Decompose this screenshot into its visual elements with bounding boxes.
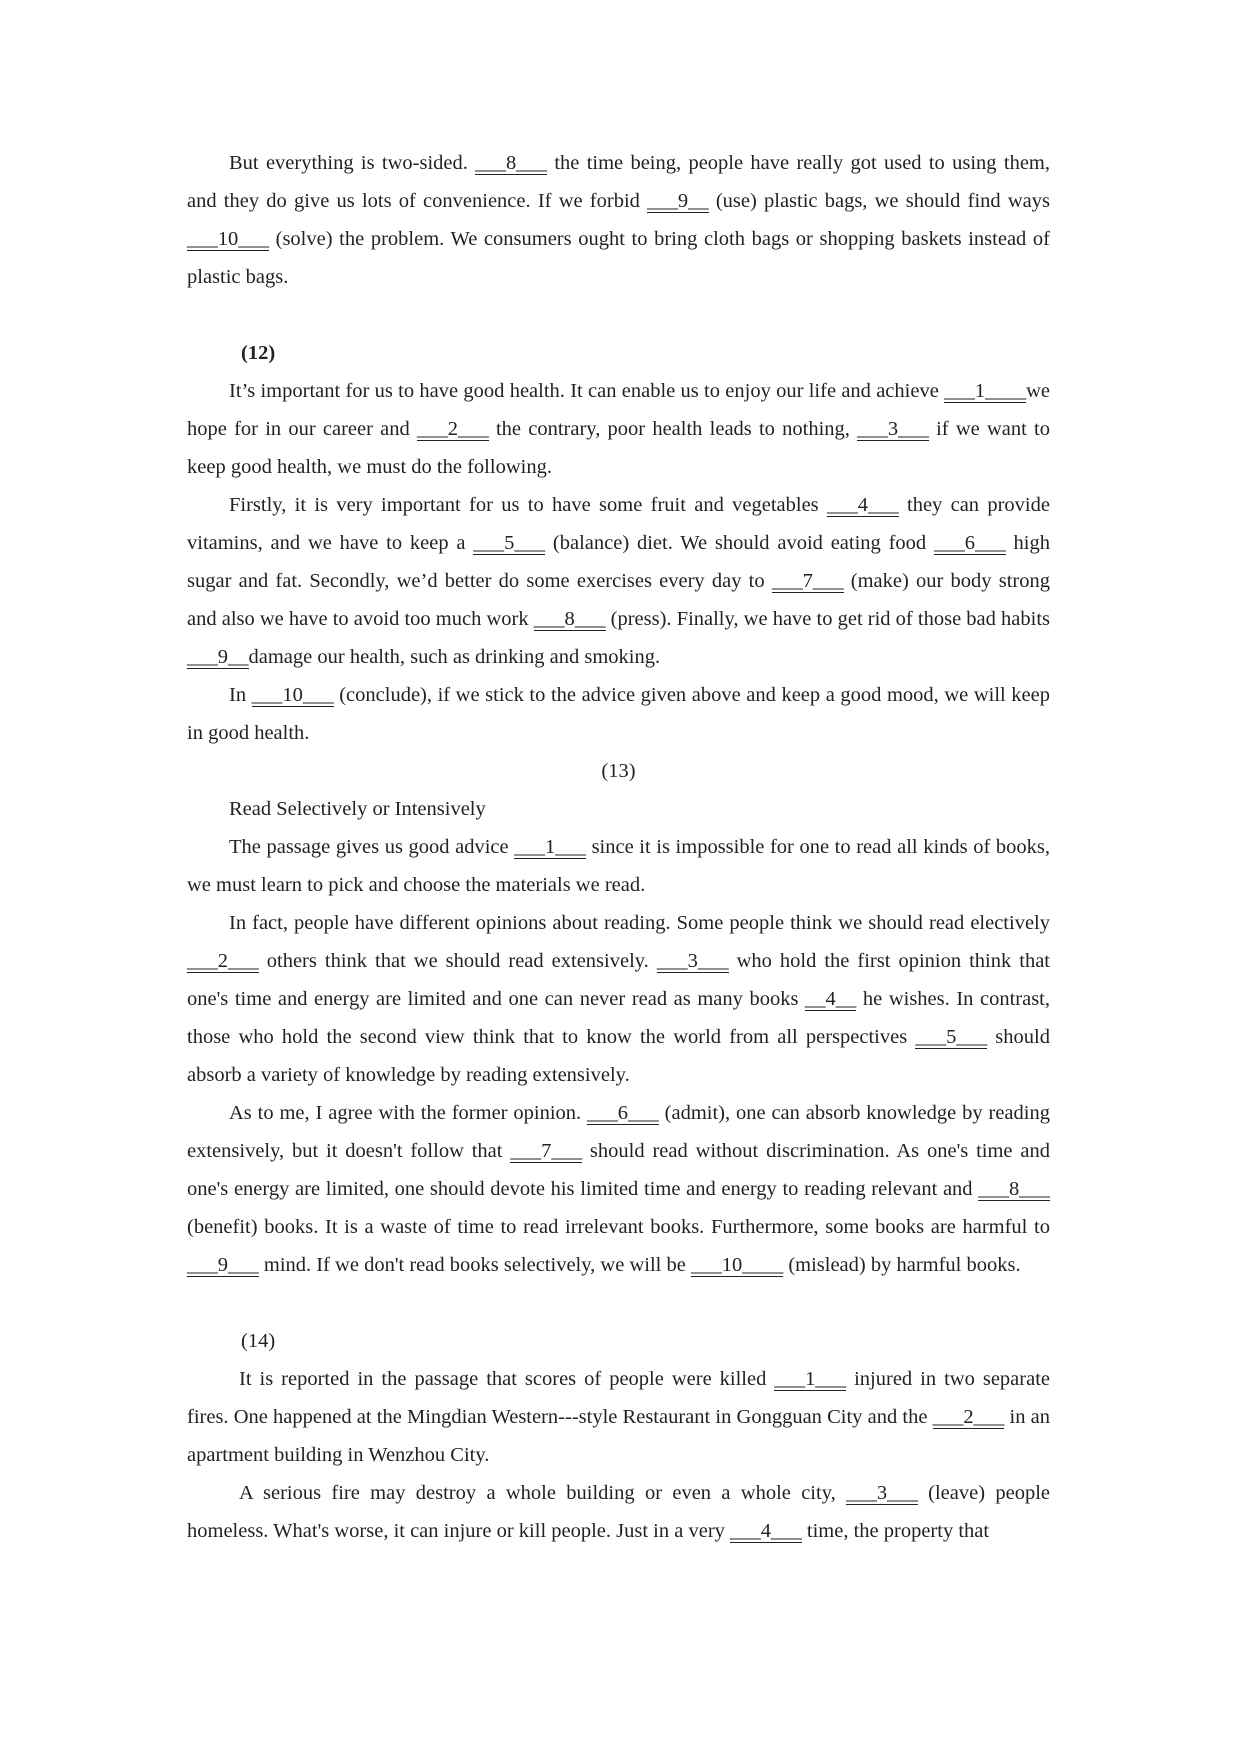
text: (use) plastic bags, we should find ways xyxy=(708,190,1050,212)
s12-paragraph-1 xyxy=(187,372,1050,486)
text: Firstly, it is very important for us to have some fruit and vegetables xyxy=(229,494,827,516)
text: It’s important for us to have good health. It can enable us to enjoy our life and achieve xyxy=(229,380,945,402)
text: (make) our body strong and also we have to avoid too much work xyxy=(187,570,1050,630)
text: if we want to keep good health, we must do the following. xyxy=(187,418,1050,478)
text: damage our health, such as drinking and smoking. xyxy=(248,646,661,668)
blank-8[interactable]: ___8___ xyxy=(978,1178,1050,1200)
blank-9[interactable]: ___9___ xyxy=(187,1254,259,1276)
blank-6[interactable]: ___6___ xyxy=(587,1102,659,1124)
document-content xyxy=(187,144,1050,1550)
blank-5[interactable]: ___5___ xyxy=(473,532,546,554)
text: he wishes. In contrast, those who hold the second view think that to know the world from all perspectives xyxy=(187,988,1051,1048)
blank-9[interactable]: ___9__ xyxy=(647,190,709,212)
text: should absorb a variety of knowledge by reading extensively. xyxy=(187,1026,1050,1086)
s14-paragraph-1 xyxy=(187,1360,1050,1474)
blank-10[interactable]: ___10___ xyxy=(251,684,334,706)
blank-2[interactable]: ___2___ xyxy=(417,418,489,440)
blank-4[interactable]: __4__ xyxy=(805,988,857,1010)
spacer xyxy=(187,296,1050,334)
blank-3[interactable]: ___3___ xyxy=(846,1482,918,1504)
text: since it is impossible for one to read all kinds of books, we must learn to pick and choose the materials we read. xyxy=(187,836,1050,896)
text: (benefit) books. It is a waste of time to read irrelevant books. Furthermore, some books are harmful to xyxy=(187,1216,1050,1238)
blank-3[interactable]: ___3___ xyxy=(857,418,929,440)
text: It is reported in the passage that scores of people were killed xyxy=(239,1368,775,1390)
text: (admit), one can absorb knowledge by reading extensively, but it doesn't follow that xyxy=(187,1102,1050,1162)
blank-7[interactable]: ___7___ xyxy=(771,570,844,592)
blank-8[interactable]: ___8___ xyxy=(475,152,547,174)
text: time, the property that xyxy=(801,1520,990,1542)
text: (press). Finally, we have to get rid of those bad habits xyxy=(605,608,1050,630)
text: In xyxy=(229,684,252,706)
text: In fact, people have different opinions about reading. Some people think we should read electively xyxy=(229,912,1050,934)
text: (conclude), if we stick to the advice given above and keep a good mood, we will keep in good health. xyxy=(187,684,1050,744)
blank-1[interactable]: ___1___ xyxy=(774,1368,847,1390)
s13-paragraph-2 xyxy=(187,904,1050,1094)
text: (leave) people homeless. What's worse, it can injure or kill people. Just in a very xyxy=(187,1482,1050,1542)
blank-2[interactable]: ___2___ xyxy=(932,1406,1005,1428)
text: A serious fire may destroy a whole building or even a whole city, xyxy=(239,1482,847,1504)
text: the contrary, poor health leads to nothing, xyxy=(488,418,858,440)
s13-paragraph-3 xyxy=(187,1094,1050,1284)
blank-10[interactable]: ___10____ xyxy=(690,1254,784,1276)
text: The passage gives us good advice xyxy=(229,836,515,858)
s12-paragraph-2 xyxy=(187,486,1050,676)
section-14-heading: (14) xyxy=(241,1330,276,1352)
blank-5[interactable]: ___5___ xyxy=(915,1026,988,1048)
blank-2[interactable]: ___2___ xyxy=(187,950,259,972)
text: But everything is two-sided. xyxy=(229,152,476,174)
s13-paragraph-1 xyxy=(187,828,1050,904)
blank-1[interactable]: ___1___ xyxy=(514,836,586,858)
text: others think that we should read extensively. xyxy=(258,950,657,972)
text: in an apartment building in Wenzhou City. xyxy=(187,1406,1050,1466)
blank-9[interactable]: ___9__ xyxy=(187,646,249,668)
text: should read without discrimination. As one's time and one's energy are limited, one should devote his limited time and energy to reading relevant and xyxy=(187,1140,1050,1200)
s13-title: Read Selectively or Intensively xyxy=(229,798,486,820)
text: high sugar and fat. Secondly, we’d better do some exercises every day to xyxy=(187,532,1050,592)
text: mind. If we don't read books selectively, we will be xyxy=(258,1254,691,1276)
section-12-heading: (12) xyxy=(241,342,276,364)
blank-6[interactable]: ___6___ xyxy=(933,532,1006,554)
blank-7[interactable]: ___7___ xyxy=(510,1140,583,1162)
text: the time being, people have really got used to using them, and they do give us lots of convenience. If we forbid xyxy=(187,152,1050,212)
text: As to me, I agree with the former opinion. xyxy=(229,1102,588,1124)
s14-paragraph-2 xyxy=(187,1474,1050,1550)
blank-8[interactable]: ___8___ xyxy=(533,608,606,630)
text: who hold the first opinion think that one's time and energy are limited and one can never read as many books xyxy=(187,950,1050,1010)
text: we hope for in our career and xyxy=(187,380,1050,440)
spacer xyxy=(187,1284,1050,1322)
blank-4[interactable]: ___4___ xyxy=(826,494,899,516)
text: (solve) the problem. We consumers ought to bring cloth bags or shopping baskets instead of plastic bags. xyxy=(187,228,1050,288)
text: (balance) diet. We should avoid eating food xyxy=(545,532,934,554)
text: they can provide vitamins, and we have to keep a xyxy=(187,494,1050,554)
text: (mislead) by harmful books. xyxy=(783,1254,1021,1276)
s12-paragraph-3 xyxy=(187,676,1050,752)
text: injured in two separate fires. One happened at the Mingdian Western---style Restaurant in Gongguan City and the xyxy=(187,1368,1050,1428)
blank-1[interactable]: ___1____ xyxy=(944,380,1027,402)
s11-paragraph-1 xyxy=(187,144,1050,296)
blank-4[interactable]: ___4___ xyxy=(730,1520,802,1542)
section-13-heading: (13) xyxy=(601,760,636,782)
blank-3[interactable]: ___3___ xyxy=(656,950,729,972)
blank-10[interactable]: ___10___ xyxy=(187,228,269,250)
